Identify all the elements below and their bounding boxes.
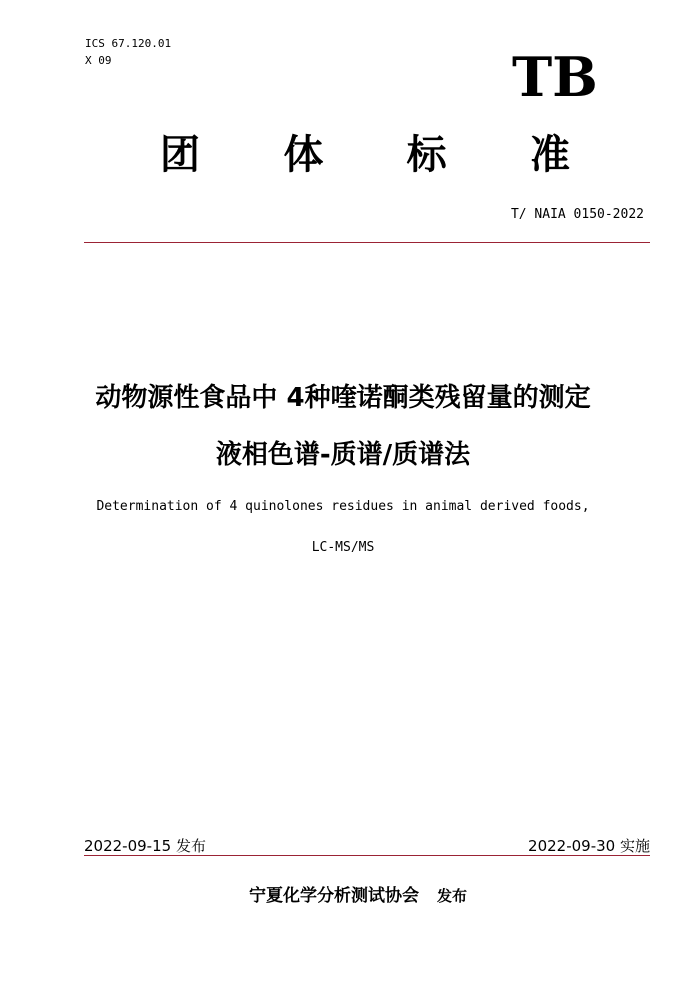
publisher-action: 发布 [436,887,467,905]
tb-logo: TB [512,45,598,109]
title-english-line-1: Determination of 4 quinolones residues in animal derived foods, [96,499,590,514]
standard-type-heading [160,130,570,180]
standard-number: T/ NAIA 0150-2022 [510,207,644,222]
classification-code: X 09 [85,54,112,67]
ics-code: ICS 67.120.01 [85,37,172,50]
standard-type-char: 准 [529,132,570,178]
top-divider [84,242,650,243]
issue-date: 2022-09-15 发布 [84,837,206,855]
standard-type-char: 体 [283,132,324,178]
title-english-line-2: LC-MS/MS [311,540,375,555]
publisher-name: 宁夏化学分析测试协会 [248,886,419,906]
implementation-date: 2022-09-30 实施 [528,837,650,855]
standard-type-char: 团 [160,132,200,178]
title-chinese-line-1: 动物源性食品中 4种喹诺酮类残留量的测定 [95,383,591,413]
publisher-line [0,883,700,909]
title-chinese-line-2: 液相色谱-质谱/质谱法 [215,440,471,470]
standard-type-char: 标 [406,132,447,178]
bottom-divider [84,855,650,856]
